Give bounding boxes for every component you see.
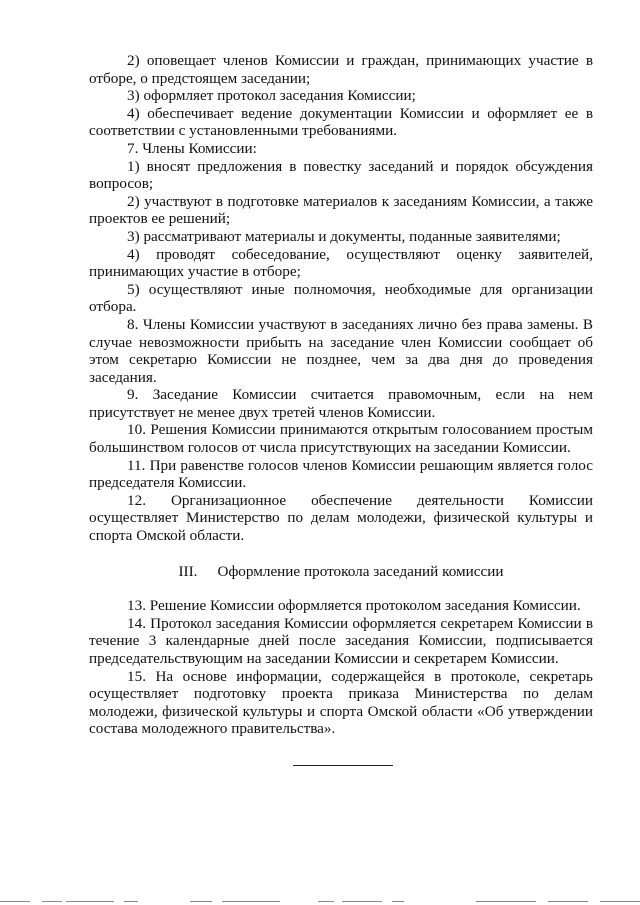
paragraph: 5) осуществляют иные полномочия, необходимые для организации отбора.	[89, 280, 593, 316]
paragraph: 12. Организационное обеспечение деятельности Комиссии осуществляет Министерство по делам молодежи, физической культуры и спорта Омской области.	[89, 491, 593, 545]
section-heading	[89, 563, 593, 581]
paragraph: 14. Протокол заседания Комиссии оформляется секретарем Комиссии в течение 3 календарные дней после заседания Комиссии, подписывается председательствующим на заседании Комиссии и секретарем Комиссии.	[89, 614, 593, 667]
paragraph: 4) обеспечивает ведение документации Комиссии и оформляет ее в соответствии с установленными требованиями.	[89, 104, 593, 140]
paragraph: 4) проводят собеседование, осуществляют оценку заявителей, принимающих участие в отборе;	[89, 245, 593, 281]
paragraph: 2) участвуют в подготовке материалов к заседаниям Комиссии, а также проектов ее решений;	[89, 192, 593, 228]
paragraph: 1) вносят предложения в повестку заседаний и порядок обсуждения вопросов;	[89, 157, 593, 193]
section-title: Оформление протокола заседаний комиссии	[217, 562, 504, 580]
section-number: III.	[178, 562, 198, 580]
document-page	[89, 52, 593, 738]
paragraph: 3) оформляет протокол заседания Комиссии;	[127, 87, 416, 105]
end-of-text-rule	[293, 765, 393, 766]
paragraph: 2) оповещает членов Комиссии и граждан, принимающих участие в отборе, о предстоящем заседании;	[89, 52, 593, 87]
paragraph: 8. Члены Комиссии участвуют в заседаниях лично без права замены. В случае невозможности прибыть на заседание член Комиссии сообщает об этом секретарю Комиссии не позднее, чем за два дня до проведения заседания.	[89, 315, 593, 386]
paragraph: 13. Решение Комиссии оформляется протоколом заседания Комиссии.	[127, 597, 581, 615]
paragraph: 10. Решения Комиссии принимаются открытым голосованием простым большинством голосов от числа присутствующих на заседании Комиссии.	[89, 421, 593, 457]
paragraph: 3) рассматривают материалы и документы, поданные заявителями;	[127, 227, 561, 245]
paragraph: 9. Заседание Комиссии считается правомочным, если на нем присутствует не менее двух третей членов Комиссии.	[89, 386, 593, 421]
scan-edge-marks	[0, 899, 640, 905]
paragraph: 15. На основе информации, содержащейся в протоколе, секретарь осуществляет подготовку проекта приказа Министерства по делам молодежи, физической культуры и спорта Омской области «Об утверждении состава молодежного правительства».	[89, 667, 593, 738]
paragraph: 11. При равенстве голосов членов Комиссии решающим является голос председателя Комиссии.	[89, 456, 593, 492]
paragraph: 7. Члены Комиссии:	[127, 139, 257, 157]
